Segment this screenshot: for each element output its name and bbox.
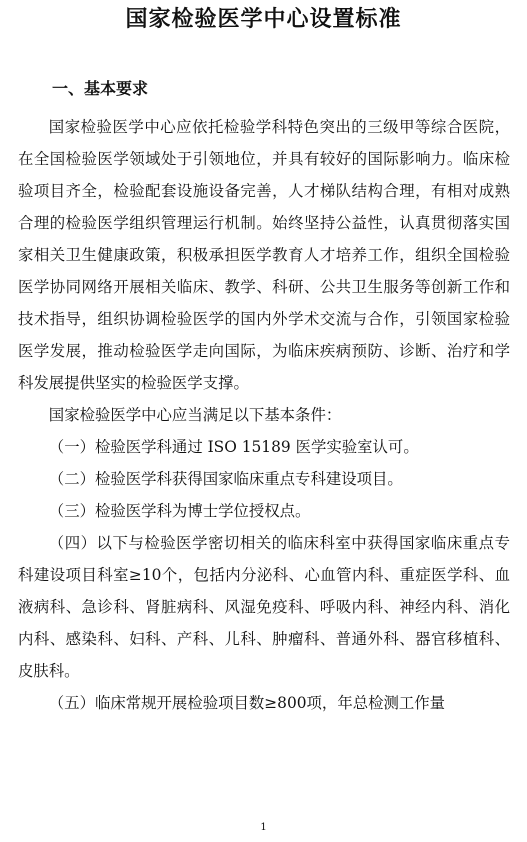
paragraph-conditions-lead: 国家检验医学中心应当满足以下基本条件：	[48, 406, 342, 424]
section-heading: 一、基本要求	[52, 79, 149, 98]
document-title: 国家检验医学中心设置标准	[125, 7, 402, 32]
condition-item-1: （一）检验医学科通过 ISO 15189 医学实验室认可。	[48, 438, 419, 456]
page-number: 1	[260, 822, 267, 833]
condition-item-5: （五）临床常规开展检验项目数≥800项，年总检测工作量	[48, 694, 446, 712]
condition-item-2: （二）检验医学科获得国家临床重点专科建设项目。	[48, 470, 403, 488]
document-body	[18, 111, 510, 719]
paragraph-intro: 国家检验医学中心应依托检验学科特色突出的三级甲等综合医院，在全国检验医学领域处于引领地位，并具有较好的国际影响力。临床检验项目齐全，检验配套设施设备完善，人才梯队结构合理，有相对成熟合理的检验医学组织管理运行机制。始终坚持公益性，认真贯彻落实国家相关卫生健康政策，积极承担医学教育人才培养工作，组织全国检验医学协同网络开展相关临床、教学、科研、公共卫生服务等创新工作和技术指导，组织协调检验医学的国内外学术交流与合作，引领国家检验医学发展，推动检验医学走向国际，为临床疾病预防、诊断、治疗和学科发展提供坚实的检验医学支撑。	[18, 118, 510, 392]
condition-item-3: （三）检验医学科为博士学位授权点。	[48, 502, 311, 520]
condition-item-4: （四）以下与检验医学密切相关的临床科室中获得国家临床重点专科建设项目科室≥10个，包括内分泌科、心血管内科、重症医学科、血液病科、急诊科、肾脏病科、风湿免疫科、呼吸内科、神经内科、消化内科、感染科、妇科、产科、儿科、肿瘤科、普通外科、器官移植科、皮肤科。	[18, 534, 510, 680]
